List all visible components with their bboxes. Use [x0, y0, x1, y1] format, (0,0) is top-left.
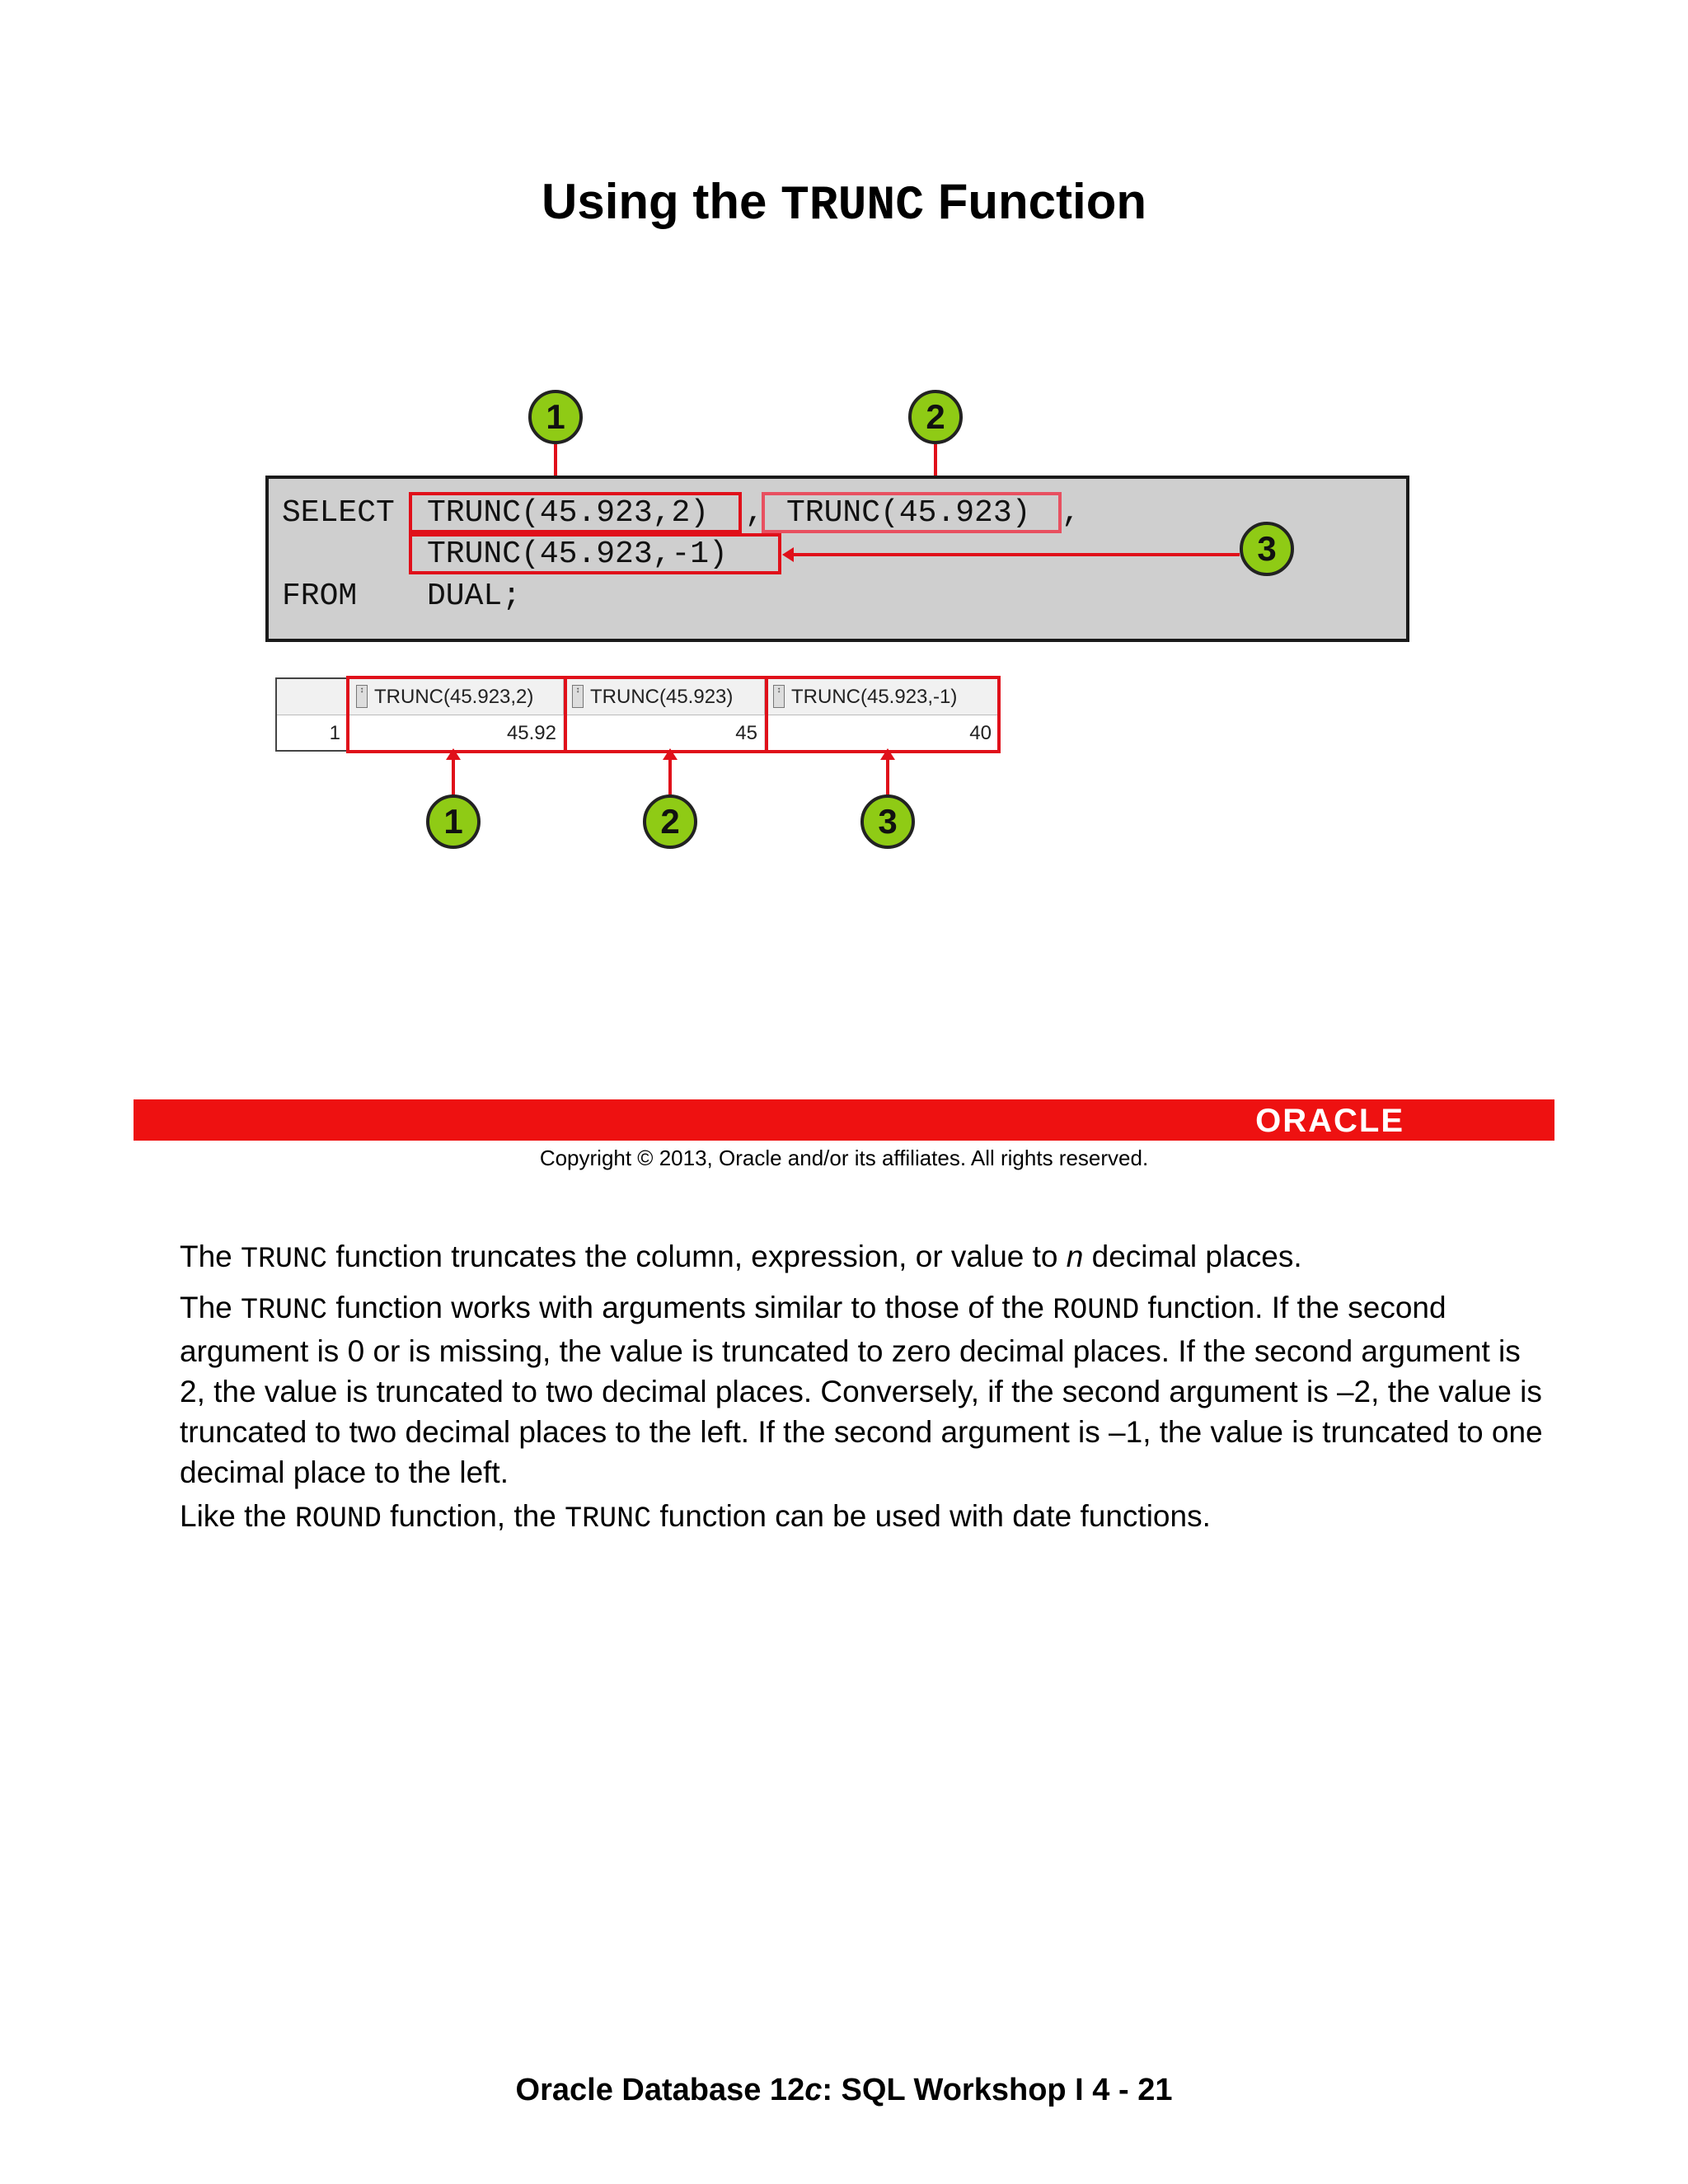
grid-row-number: 1 — [277, 715, 348, 752]
callout-arrow-3-bottom — [880, 748, 895, 760]
p1-code: TRUNC — [241, 1243, 328, 1276]
highlight-result-2 — [564, 676, 768, 753]
p3-text-a: Like the — [180, 1499, 295, 1533]
callout-line-3-bottom — [886, 760, 889, 798]
callout-line-3-right — [793, 553, 1240, 556]
highlight-trunc-2 — [762, 492, 1062, 533]
code-dual: DUAL; — [427, 579, 522, 614]
grid-col-label-2: TRUNC(45.923) — [590, 686, 734, 708]
sort-icon: ↕ — [773, 685, 785, 708]
footer-emphasis: c — [804, 2073, 823, 2107]
copyright-notice: Copyright © 2013, Oracle and/or its affiliates. All rights reserved. — [539, 1146, 1149, 1170]
callout-badge-2-bottom: 2 — [643, 794, 697, 849]
code-separator: , — [745, 495, 764, 531]
code-trunc-1: TRUNC(45.923,2) — [427, 495, 710, 531]
callout-badge-3-right: 3 — [1240, 522, 1294, 576]
p3-code-1: ROUND — [294, 1502, 382, 1535]
grid-cell-3[interactable]: 40 — [765, 715, 999, 752]
title-post: Function — [924, 174, 1146, 229]
p3-text-b: function, the — [381, 1499, 565, 1533]
paragraph-2 — [180, 1287, 1548, 1493]
code-select-keyword: SELECT — [282, 495, 395, 531]
callout-badge-1-bottom: 1 — [426, 794, 481, 849]
highlight-result-1 — [346, 676, 567, 753]
sort-icon: ↕ — [572, 685, 584, 708]
grid-corner — [277, 679, 348, 715]
footer-text-b: : SQL Workshop I 4 - 21 — [822, 2073, 1173, 2107]
paragraph-1 — [180, 1236, 1548, 1280]
callout-arrow-1-bottom — [446, 748, 461, 760]
p2-text-a: The — [180, 1291, 241, 1324]
highlight-result-3 — [765, 676, 1001, 753]
callout-arrow-2-bottom — [663, 748, 678, 760]
page-footer — [0, 2073, 1688, 2108]
code-line1-end: , — [1062, 495, 1081, 531]
p2-text-b: function works with arguments similar to those of the — [327, 1291, 1053, 1324]
p2-code-1: TRUNC — [241, 1294, 328, 1327]
p2-code-2: ROUND — [1053, 1294, 1140, 1327]
p1-text-a: The — [180, 1240, 241, 1273]
footer-text-a: Oracle Database 12 — [515, 2073, 805, 2107]
p1-text-c: decimal places. — [1083, 1240, 1302, 1273]
grid-cell-1[interactable]: 45.92 — [348, 715, 564, 752]
code-trunc-2: TRUNC(45.923) — [786, 495, 1031, 531]
callout-arrow-3-right — [782, 547, 794, 562]
p3-text-c: function can be used with date functions. — [651, 1499, 1211, 1533]
code-trunc-3: TRUNC(45.923,-1) — [427, 537, 728, 572]
grid-col-label-3: TRUNC(45.923,-1) — [791, 686, 958, 708]
paragraph-3 — [180, 1496, 1548, 1540]
highlight-trunc-1 — [409, 492, 742, 533]
p3-code-2: TRUNC — [565, 1502, 652, 1535]
callout-badge-2-top: 2 — [908, 390, 963, 444]
p2-text-c: function. If the second argument is 0 or is missing, the value is truncated to zero decimal places. If the second argument is 2, the value is truncated to two decimal places. Conversely, if the second argument is –2, the value is truncated to two decimal places to the left. If the second argument is –1, the value is truncated to one decimal place to the left. — [180, 1291, 1543, 1489]
callout-line-2-bottom — [668, 760, 672, 798]
sort-icon: ↕ — [356, 685, 368, 708]
callout-badge-1-top: 1 — [528, 390, 583, 444]
title-code: TRUNC — [781, 180, 925, 233]
highlight-trunc-3 — [409, 533, 781, 574]
p1-emphasis: n — [1066, 1240, 1084, 1273]
oracle-banner — [134, 1099, 1554, 1141]
page-title — [0, 173, 1688, 233]
grid-col-label-1: TRUNC(45.923,2) — [374, 686, 534, 708]
p1-text-b: function truncates the column, expression, or value to — [327, 1240, 1067, 1273]
grid-cell-2[interactable]: 45 — [564, 715, 765, 752]
callout-line-1-bottom — [452, 760, 455, 798]
oracle-logo: ORACLE — [1255, 1103, 1404, 1139]
title-pre: Using the — [542, 174, 781, 229]
code-from-keyword: FROM — [282, 579, 358, 614]
callout-badge-3-bottom: 3 — [860, 794, 915, 849]
